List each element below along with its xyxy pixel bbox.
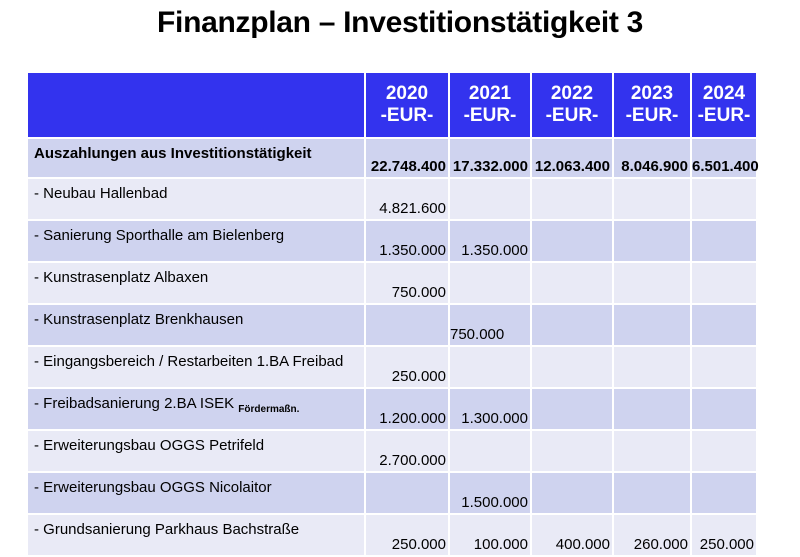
cell-value — [691, 262, 757, 304]
cell-value — [691, 220, 757, 262]
table-row — [27, 220, 757, 262]
summary-label: Auszahlungen aus Investitionstätigkeit — [27, 138, 365, 178]
table-row — [27, 178, 757, 220]
cell-value — [449, 178, 531, 220]
cell-value — [531, 262, 613, 304]
header-2023: 2023 -EUR- — [613, 72, 691, 138]
row-label: - Neubau Hallenbad — [27, 178, 365, 220]
cell-value — [691, 304, 757, 346]
cell-value — [613, 388, 691, 430]
cell-value: 750.000 — [365, 262, 449, 304]
investment-table — [26, 71, 758, 557]
table-row — [27, 388, 757, 430]
cell-value: 1.350.000 — [365, 220, 449, 262]
header-2021: 2021 -EUR- — [449, 72, 531, 138]
row-label: - Freibadsanierung 2.BA ISEK $_{Fördermaßn.}$ — [27, 388, 365, 430]
cell-value: 250.000 — [365, 514, 449, 556]
header-row — [27, 72, 757, 138]
header-2020: 2020 -EUR- — [365, 72, 449, 138]
row-label: - Erweiterungsbau OGGS Nicolaitor — [27, 472, 365, 514]
cell-value — [691, 472, 757, 514]
cell-value: 4.821.600 — [365, 178, 449, 220]
summary-value: 17.332.000 — [449, 138, 531, 178]
summary-row — [27, 138, 757, 178]
cell-value — [613, 220, 691, 262]
cell-value — [531, 472, 613, 514]
cell-value — [365, 472, 449, 514]
cell-value — [531, 178, 613, 220]
table-row — [27, 262, 757, 304]
cell-value — [691, 430, 757, 472]
header-corner — [27, 72, 365, 138]
cell-value — [365, 304, 449, 346]
summary-value: 6.501.400 — [691, 138, 757, 178]
cell-value: 100.000 — [449, 514, 531, 556]
page-title: Finanzplan – Investitionstätigkeit 3 — [157, 6, 643, 39]
cell-value — [613, 472, 691, 514]
cell-value — [613, 304, 691, 346]
row-label: - Kunstrasenplatz Brenkhausen — [27, 304, 365, 346]
cell-value: 250.000 — [365, 346, 449, 388]
cell-value — [691, 388, 757, 430]
summary-value: 12.063.400 — [531, 138, 613, 178]
cell-value: 1.500.000 — [449, 472, 531, 514]
cell-value: 1.350.000 — [449, 220, 531, 262]
cell-value — [691, 178, 757, 220]
table-row — [27, 304, 757, 346]
row-label: - Erweiterungsbau OGGS Petrifeld — [27, 430, 365, 472]
cell-value — [531, 220, 613, 262]
summary-value: 22.748.400 — [365, 138, 449, 178]
table-row — [27, 430, 757, 472]
summary-value: 8.046.900 — [613, 138, 691, 178]
cell-value — [449, 430, 531, 472]
cell-value — [613, 346, 691, 388]
cell-value — [613, 430, 691, 472]
cell-value: 2.700.000 — [365, 430, 449, 472]
cell-value — [613, 178, 691, 220]
cell-value — [531, 304, 613, 346]
table-row — [27, 346, 757, 388]
cell-value — [531, 388, 613, 430]
cell-value — [691, 346, 757, 388]
cell-value: 250.000 — [691, 514, 757, 556]
cell-value — [531, 430, 613, 472]
row-label: - Grundsanierung Parkhaus Bachstraße — [27, 514, 365, 556]
cell-value — [531, 346, 613, 388]
cell-value: 1.300.000 — [449, 388, 531, 430]
row-label: - Kunstrasenplatz Albaxen — [27, 262, 365, 304]
cell-value — [613, 262, 691, 304]
table-row — [27, 472, 757, 514]
row-note: Fördermaßn. — [238, 404, 300, 415]
header-2022: 2022 -EUR- — [531, 72, 613, 138]
cell-value: 260.000 — [613, 514, 691, 556]
header-2024: 2024 -EUR- — [691, 72, 757, 138]
cell-value: 400.000 — [531, 514, 613, 556]
table-row — [27, 514, 757, 556]
row-label: - Eingangsbereich / Restarbeiten 1.BA Freibad — [27, 346, 365, 388]
cell-value — [449, 346, 531, 388]
cell-value: 1.200.000 — [365, 388, 449, 430]
row-label: - Sanierung Sporthalle am Bielenberg — [27, 220, 365, 262]
cell-value: 750.000 — [449, 304, 531, 346]
cell-value — [449, 262, 531, 304]
